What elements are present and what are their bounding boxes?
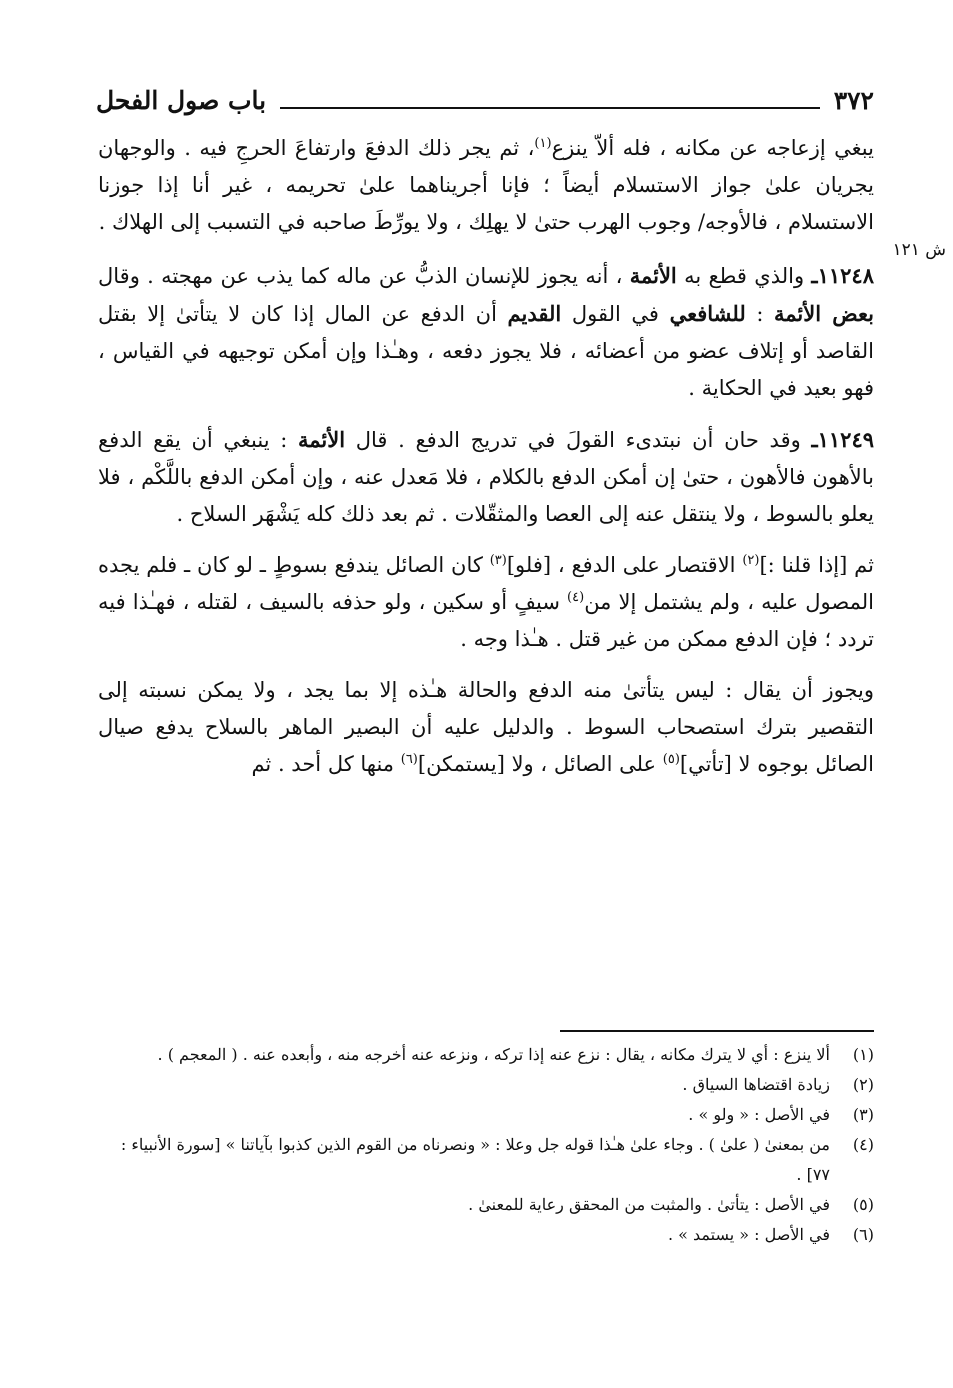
footnote-separator	[560, 1030, 874, 1032]
footnote-text: في الأصل : يتأتىٰ . والمثبت من المحقق رعاية للمعنىٰ .	[468, 1195, 830, 1214]
footnote-item	[98, 1220, 874, 1250]
footnote-ref[interactable]: (١)	[534, 136, 552, 151]
paragraph-11249: ١١٢٤٩ـ وقد حان أن نبتدىء القولَ في تدريج الدفع . قال الأئمة : ينبغي أن يقع الدفع بالأهون فالأهون ، حتىٰ إن أمكن الدفع بالكلام ، فلا مَعدل عنه ، وإن أمكن الدفع باللَّكْم ، فلا يعلو بالسوط ، ولا ينتقل عنه إلى العصا والمثقّلات . ثم بعد ذلك كله يَشْهَر السلاح .	[98, 427, 875, 526]
bold-term: الأئمة	[298, 427, 346, 452]
margin-folio-note: ش ١٢١	[892, 240, 946, 260]
paragraph-continuation: يبغي إزعاجه عن مكانه ، فله ألاّ ينزع$^{(١)}$، ثم يجر ذلك الدفعَ وارتفاعَ الحرجِ فيه . والوجهان يجريان علىٰ جواز الاستسلام أيضاً ؛ فإنا أجريناهما علىٰ تحريمه ، غير أنا إذا جوزنا الاستسلام ، فالأوجه/ وجوب الهرب حتىٰ لا يهلِك ، ولا يورِّطَ صاحبه في التسبب إلى الهلاك .	[98, 136, 874, 234]
footnote-text: زيادة اقتضاها السياق .	[682, 1075, 830, 1094]
main-text	[98, 130, 874, 797]
bold-term: للشافعي	[669, 301, 746, 326]
footnote-number: (٢)	[852, 1075, 874, 1094]
footnote-number: (٤)	[852, 1135, 874, 1154]
paragraph-number: ١١٢٤٨ـ	[811, 263, 874, 288]
bold-term: الأئمة	[629, 263, 677, 288]
footnote-ref[interactable]: (٢)	[742, 553, 760, 568]
footnote-ref[interactable]: (٣)	[489, 553, 507, 568]
footnote-number: (١)	[852, 1045, 874, 1064]
header-rule	[280, 91, 820, 109]
bold-term: القديم	[507, 301, 562, 326]
footnote-text: في الأصل : « ولو » .	[688, 1105, 830, 1124]
footnote-ref[interactable]: (٦)	[400, 752, 418, 767]
footnote-item	[98, 1130, 874, 1190]
footnote-text: ألا ينزع : أي لا يترك مكانه ، يقال : نزع عنه إذا تركه ، ونزعه عنه أخرجه منه ، وأبعده عنه . ( المعجم ) .	[157, 1045, 830, 1064]
running-header	[96, 82, 874, 118]
footnote-item	[98, 1040, 874, 1070]
bold-term: بعض الأئمة	[774, 301, 874, 326]
footnote-item	[98, 1100, 874, 1130]
footnote-item	[98, 1070, 874, 1100]
footnote-number: (٣)	[852, 1105, 874, 1124]
footnote-text: من بمعنىٰ ( علىٰ ) . وجاء علىٰ هـٰذا قوله جل وعلا : « ونصرناه من القوم الذين كذبوا بآياتنا » [سورة الأنبياء : ٧٧] .	[120, 1135, 830, 1184]
paragraph-sub-2: ويجوز أن يقال : ليس يتأتىٰ منه الدفع والحالة هـٰذه إلا بما يجد ، ولا يمكن نسبته إلى التقصير بترك استصحاب السوط . والدليل عليه أن البصير الماهر بالسلاح يدفع صيال الصائل بوجوه لا [تأتي]$^{(٥)}$ على الصائل ، ولا [يستمكن]$^{(٦)}$ منها كل أحد . ثم	[98, 678, 874, 776]
footnote-number: (٦)	[852, 1225, 874, 1244]
paragraph-sub-1: ثم [إذا قلنا :]$^{(٢)}$ الاقتصار على الدفع ، [فلو]$^{(٣)}$ كان الصائل يندفع بسوطٍ ـ لو كان ـ فلم يجده المصول عليه ، ولم يشتمل إلا من$^{(٤)}$ سيفٍ أو سكين ، ولو حذفه بالسيف ، لقتله ، فهـٰذا فيه تردد ؛ فإن الدفع ممكن من غير قتل . هـٰذا وجه .	[98, 553, 874, 651]
page-number: ٣٧٢	[833, 85, 874, 115]
footnote-text: في الأصل : « يستمد » .	[667, 1225, 830, 1244]
footnote-item	[98, 1190, 874, 1220]
footnotes	[98, 1040, 874, 1250]
chapter-title: باب صول الفحل	[96, 85, 267, 115]
paragraph-number: ١١٢٤٩ـ	[811, 427, 875, 452]
footnote-number: (٥)	[852, 1195, 874, 1214]
paragraph-11248: ١١٢٤٨ـ والذي قطع به الأئمة ، أنه يجوز للإنسان الذبُّ عن ماله كما يذب عن مهجته . وقال بعض الأئمة : للشافعي في القول القديم أن الدفع عن المال إذا كان لا يتأتىٰ إلا بقتل القاصد أو إتلاف عضو من أعضائه ، فلا يجوز دفعه ، وهـٰذا وإن أمكن توجيهه في القياس ، فهو بعيد في الحكاية .	[98, 263, 874, 400]
footnote-ref[interactable]: (٤)	[567, 590, 585, 605]
footnote-ref[interactable]: (٥)	[662, 752, 680, 767]
